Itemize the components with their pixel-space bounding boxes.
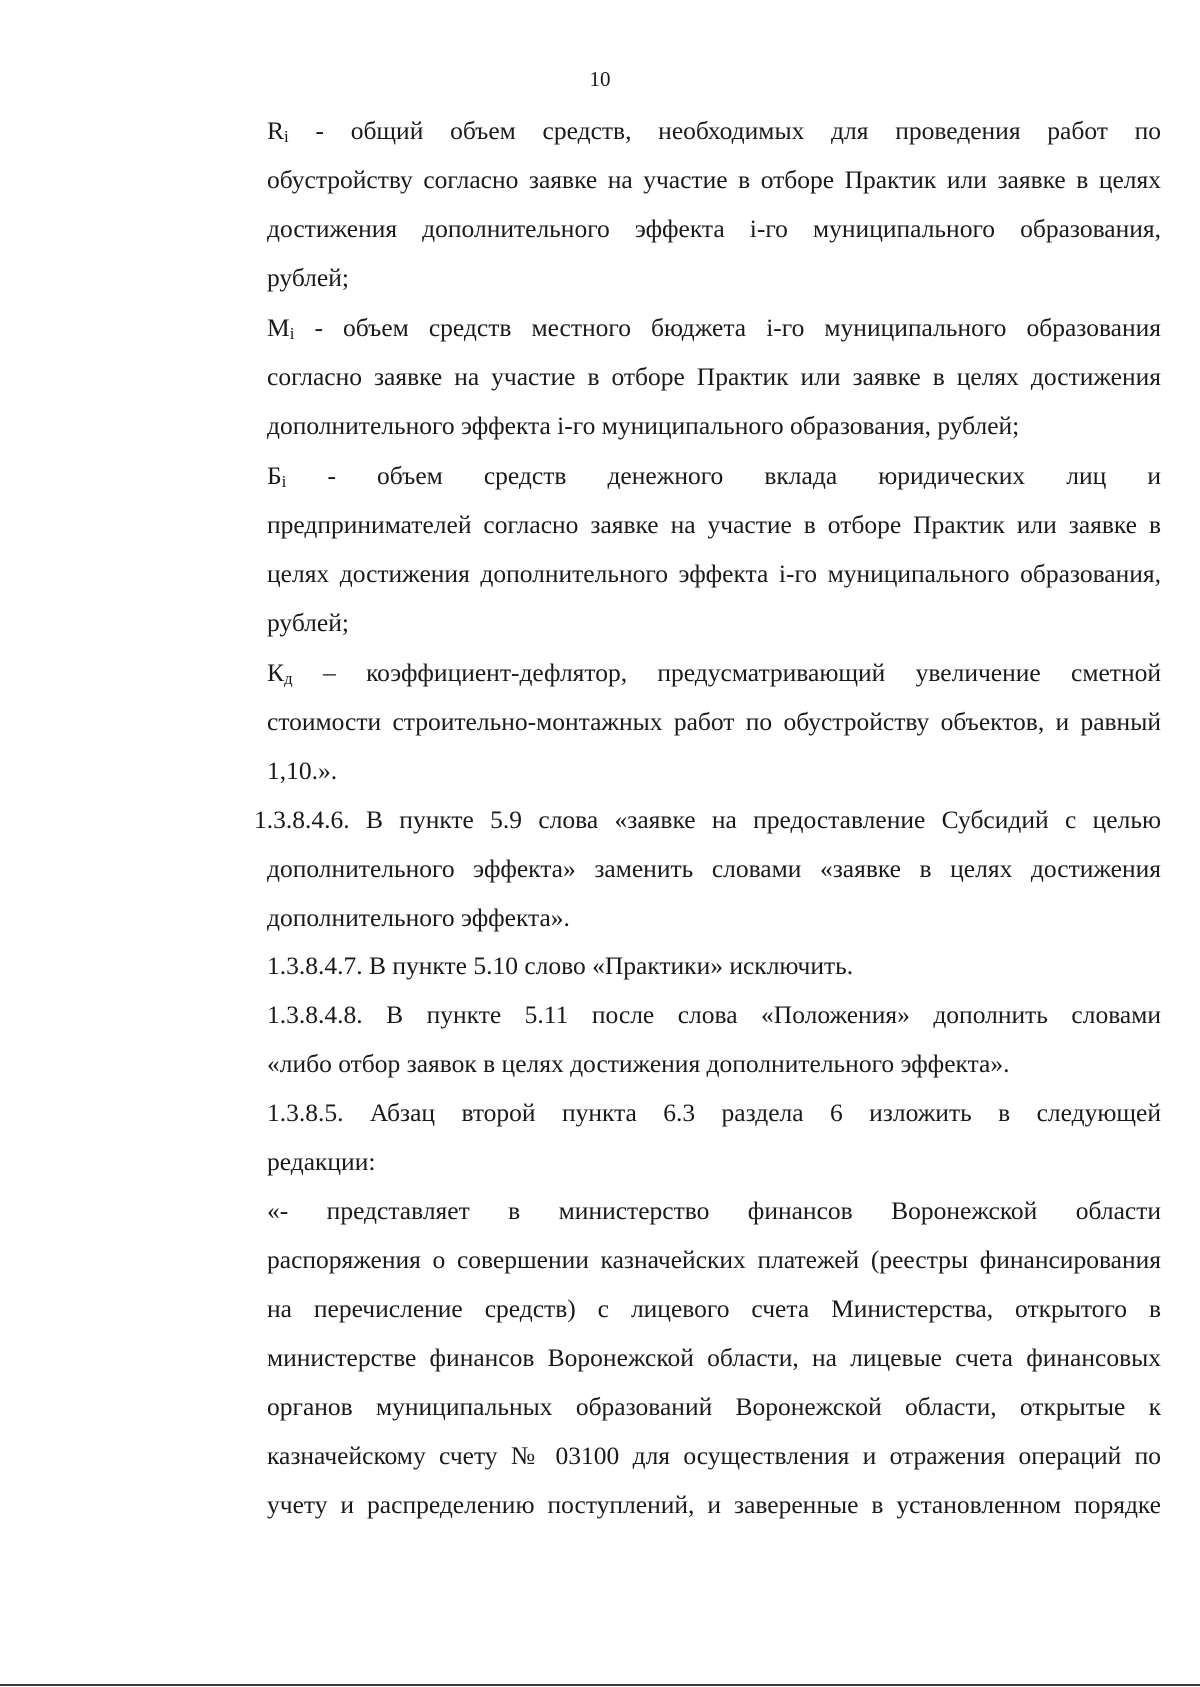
variable-symbol: M: [267, 313, 290, 342]
text-line: дополнительного эффекта i-го муниципального образования, рублей;: [267, 411, 1020, 440]
variable-symbol: Б: [267, 461, 282, 490]
text-line: дополнительного эффекта».: [267, 903, 570, 932]
text-fragment: - объем средств местного бюджета i-го муниципального образования: [294, 313, 1161, 342]
text-line: обустройству согласно заявке на участие в отборе Практик или заявке в целях: [267, 165, 1161, 194]
text-line: 1.3.8.4.6. В пункте 5.9 слова «заявке на предоставление Субсидий с целью: [254, 805, 1161, 834]
text-fragment: - общий объем средств, необходимых для проведения работ по: [288, 116, 1161, 145]
paragraph-ri-definition: [181, 106, 1161, 302]
text-line: 1,10.».: [267, 756, 338, 785]
text-line: [181, 648, 1161, 697]
variable-subscript: i: [289, 324, 295, 343]
text-line: [181, 451, 1161, 500]
text-line: [181, 303, 1161, 352]
text-line: достижения дополнительного эффекта i-го муниципального образования,: [267, 214, 1161, 243]
text-line: стоимости строительно-монтажных работ по обустройству объектов, и равный: [267, 707, 1161, 736]
bottom-scan-border: [0, 1684, 1200, 1686]
text-line: рублей;: [267, 263, 349, 292]
text-line: казначейскому счету № 03100 для осуществления и отражения операций по: [267, 1441, 1161, 1470]
text-line: 1.3.8.4.8. В пункте 5.11 после слова «Положения» дополнить словами: [267, 1000, 1161, 1029]
text-line: «либо отбор заявок в целях достижения дополнительного эффекта».: [267, 1049, 1010, 1078]
variable-symbol: R: [267, 116, 285, 145]
text-line: распоряжения о совершении казначейских платежей (реестры финансирования: [267, 1245, 1161, 1274]
paragraph-quoted-edition: [181, 1186, 1161, 1529]
text-line: органов муниципальных образований Воронежской области, открытые к: [267, 1392, 1161, 1421]
variable-subscript: д: [284, 669, 293, 688]
paragraph-mi-definition: [181, 303, 1161, 450]
text-line: «- представляет в министерство финансов Воронежской области: [267, 1196, 1161, 1225]
paragraph-1-3-8-5: [181, 1088, 1161, 1186]
paragraph-kd-definition: [181, 648, 1161, 795]
text-fragment: - объем средств денежного вклада юридических лиц и: [286, 461, 1161, 490]
text-line: на перечисление средств) с лицевого счета Министерства, открытого в: [267, 1294, 1161, 1323]
text-line: министерстве финансов Воронежской области, на лицевые счета финансовых: [267, 1343, 1161, 1372]
variable-subscript: i: [281, 472, 287, 491]
text-fragment: – коэффициент-дефлятор, предусматривающий увеличение сметной: [292, 658, 1161, 687]
text-line: предпринимателей согласно заявке на участие в отборе Практик или заявке в: [267, 510, 1161, 539]
page-number: 10: [589, 67, 611, 91]
text-line: учету и распределению поступлений, и заверенные в установленном порядке: [267, 1490, 1161, 1519]
text-line: 1.3.8.5. Абзац второй пункта 6.3 раздела 6 изложить в следующей: [267, 1098, 1161, 1127]
text-line: дополнительного эффекта» заменить словами «заявке в целях достижения: [267, 854, 1161, 883]
text-line: редакции:: [267, 1147, 376, 1176]
text-line: целях достижения дополнительного эффекта i-го муниципального образования,: [267, 559, 1161, 588]
text-line: 1.3.8.4.7. В пункте 5.10 слово «Практики» исключить.: [267, 951, 854, 980]
text-line: [181, 106, 1161, 155]
variable-subscript: i: [284, 127, 289, 146]
paragraph-bi-definition: [181, 451, 1161, 647]
paragraph-1-3-8-4-7: [181, 941, 1161, 990]
text-line: согласно заявке на участие в отборе Практик или заявке в целях достижения: [267, 362, 1161, 391]
paragraph-1-3-8-4-8: [181, 990, 1161, 1088]
text-line: рублей;: [267, 608, 349, 637]
variable-symbol: К: [267, 658, 285, 687]
paragraph-1-3-8-4-6: [181, 795, 1161, 942]
